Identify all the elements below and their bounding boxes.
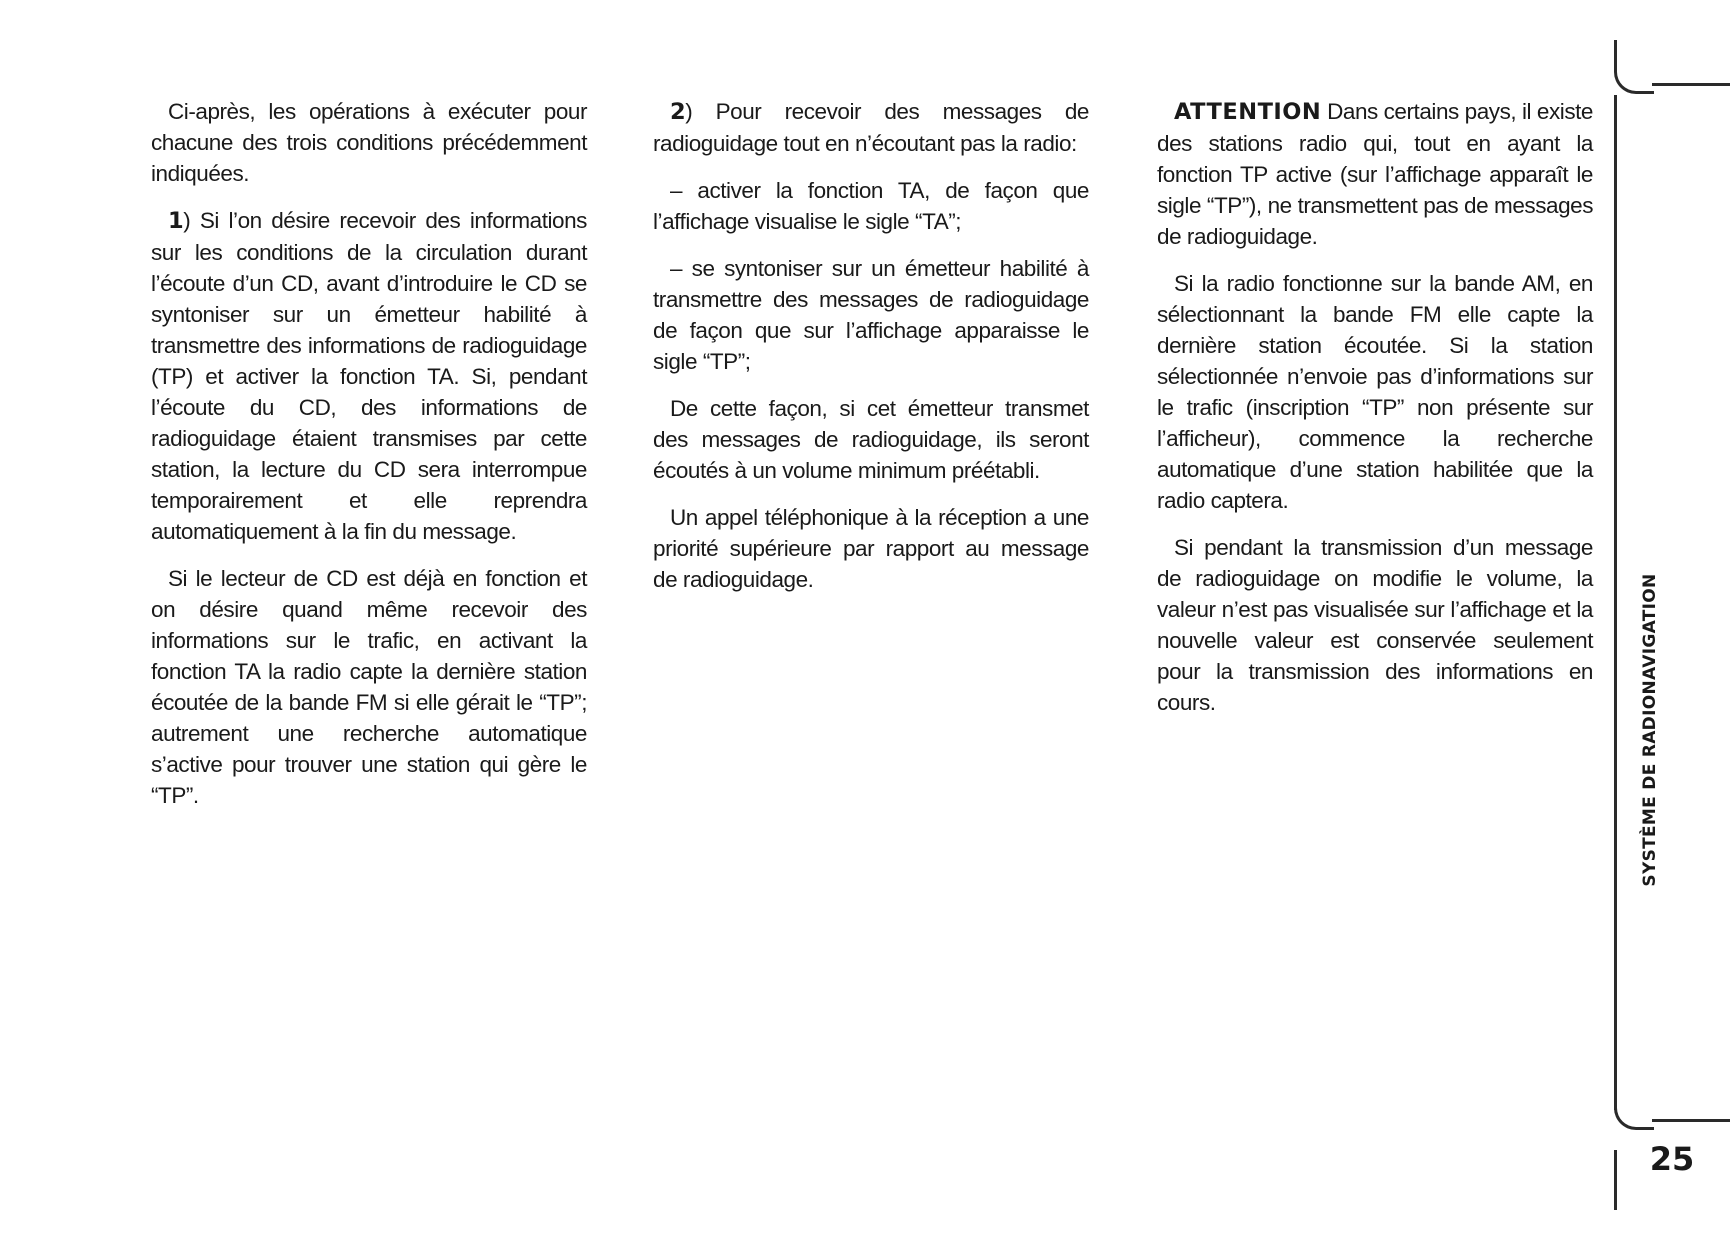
- condition-number: 1: [168, 208, 184, 234]
- paragraph-condition-2: [653, 96, 1089, 159]
- paragraph-result: De cette façon, si cet émetteur transmet des messages de radioguidage, ils seront écoutés à un volume minimum préétabli.: [653, 396, 1089, 483]
- text-column-3: [1157, 96, 1593, 734]
- paragraph-phone-priority: Un appel téléphonique à la réception a une priorité supérieure par rapport au message de radioguidage.: [653, 505, 1089, 592]
- paragraph-step-tp: – se syntoniser sur un émetteur habilité à transmettre des messages de radioguidage de façon que sur l’affichage apparaisse le sigle “TP”;: [653, 256, 1089, 374]
- tab-curve-top: [1614, 68, 1654, 94]
- paragraph-step-ta: – activer la fonction TA, de façon que l’affichage visualise le sigle “TA”;: [653, 178, 1089, 234]
- attention-label: ATTENTION: [1174, 99, 1322, 125]
- tab-rule-top: [1652, 83, 1730, 86]
- condition-number: 2: [670, 99, 686, 125]
- tab-divider-top: [1614, 40, 1617, 70]
- paragraph-attention: [1157, 96, 1593, 252]
- paragraph-condition-1: [151, 205, 587, 547]
- paragraph-text: ) Pour recevoir des messages de radioguidage tout en n’écoutant pas la radio:: [653, 99, 1089, 156]
- paragraph-text: ) Si l’on désire recevoir des informations sur les conditions de la circulation durant l’écoute d’un CD, avant d’introduire le CD se syntoniser sur un émetteur habilité à transmettre des informations de radioguidage (TP) et activer la fonction TA. Si, pendant l’écoute du CD, des informations de radioguidage étaient transmises par cette station, la lecture du CD sera interrompue temporairement et elle reprendra automatiquement à la fin du message.: [151, 208, 587, 544]
- paragraph-am-band: Si la radio fonctionne sur la bande AM, en sélectionnant la bande FM elle capte la dernière station écoutée. Si la station sélectionnée n’envoie pas d’informations sur le trafic (inscription “TP” non présente sur l’afficheur), commence la recherche automatique d’une station habilitée que la radio captera.: [1157, 271, 1593, 513]
- page-number: 25: [1649, 1140, 1695, 1178]
- paragraph-cd-player: Si le lecteur de CD est déjà en fonction et on désire quand même recevoir des informations sur le trafic, en activant la fonction TA la radio capte la dernière station écoutée de la bande FM si elle gérait le “TP”; autrement une recherche automatique s’active pour trouver une station qui gère le “TP”.: [151, 566, 587, 808]
- paragraph-intro: Ci-après, les opérations à exécuter pour chacune des trois conditions précédemment indiquées.: [151, 99, 587, 186]
- section-title: SYSTÈME DE RADIONAVIGATION: [1640, 573, 1660, 887]
- text-column-1: [151, 96, 587, 827]
- tab-divider-middle: [1614, 95, 1617, 1110]
- paragraph-text: Dans certains pays, il existe des stations radio qui, tout en ayant la fonction TP active (sur l’affichage apparaît le sigle “TP”), ne transmettent pas de messages de radioguidage.: [1157, 99, 1593, 249]
- tab-rule-bottom: [1652, 1119, 1730, 1122]
- tab-curve-bottom: [1614, 1104, 1654, 1130]
- text-column-2: [653, 96, 1089, 611]
- tab-divider-bottom: [1614, 1150, 1617, 1210]
- paragraph-volume: Si pendant la transmission d’un message de radioguidage on modifie le volume, la valeur n’est pas visualisée sur l’affichage et la nouvelle valeur est conservée seulement pour la transmission des informations en cours.: [1157, 535, 1593, 715]
